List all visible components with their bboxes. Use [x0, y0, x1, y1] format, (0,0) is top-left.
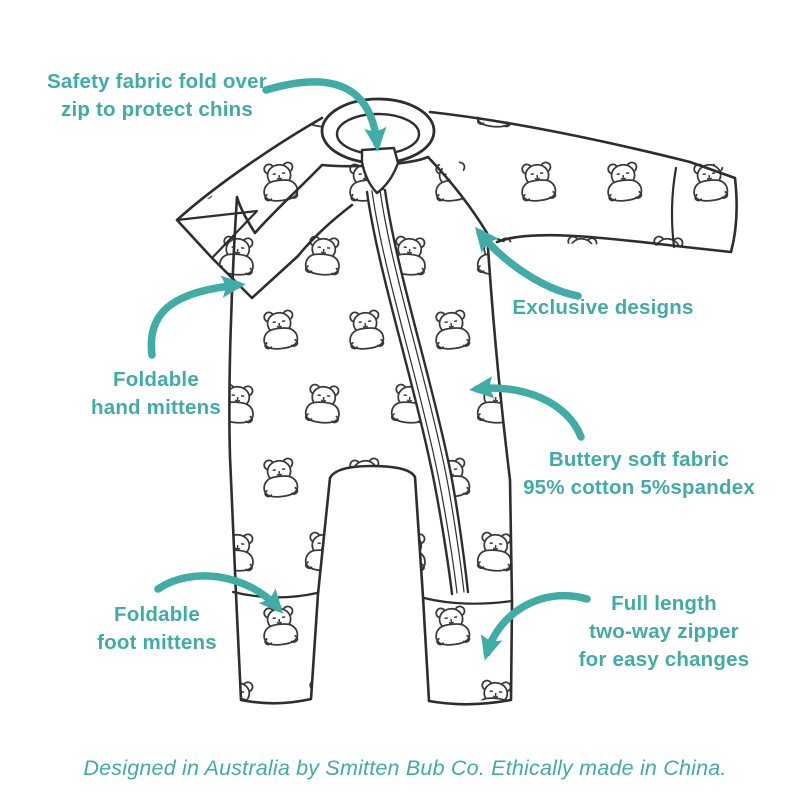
- annotation-exclusive-designs: [463, 294, 743, 322]
- annotation-soft-fabric: [489, 446, 789, 502]
- annotation-safety-fold: [17, 68, 297, 124]
- annotation-line: Foldable: [113, 368, 199, 391]
- annotation-line: for easy changes: [578, 648, 750, 671]
- annotation-foot-mittens: [17, 601, 297, 657]
- annotation-hand-mittens: [16, 366, 296, 422]
- annotation-line: Buttery soft fabric: [548, 448, 730, 471]
- annotation-line: two-way zipper: [589, 620, 739, 643]
- annotation-line: hand mittens: [91, 396, 221, 419]
- annotation-line: foot mittens: [97, 631, 217, 654]
- annotation-line: Full length: [611, 592, 717, 615]
- annotation-line: Foldable: [114, 603, 200, 626]
- curved-arrow-to-hand-mitten-icon: [151, 285, 238, 355]
- annotation-line: zip to protect chins: [61, 98, 253, 121]
- annotation-line: 95% cotton 5%spandex: [523, 476, 755, 499]
- footer-tagline: Designed in Australia by Smitten Bub Co. Ethically made in China.: [83, 756, 727, 780]
- annotation-line: Safety fabric fold over: [47, 70, 267, 93]
- annotation-two-way-zipper: [514, 590, 810, 674]
- annotation-line: Exclusive designs: [512, 296, 694, 319]
